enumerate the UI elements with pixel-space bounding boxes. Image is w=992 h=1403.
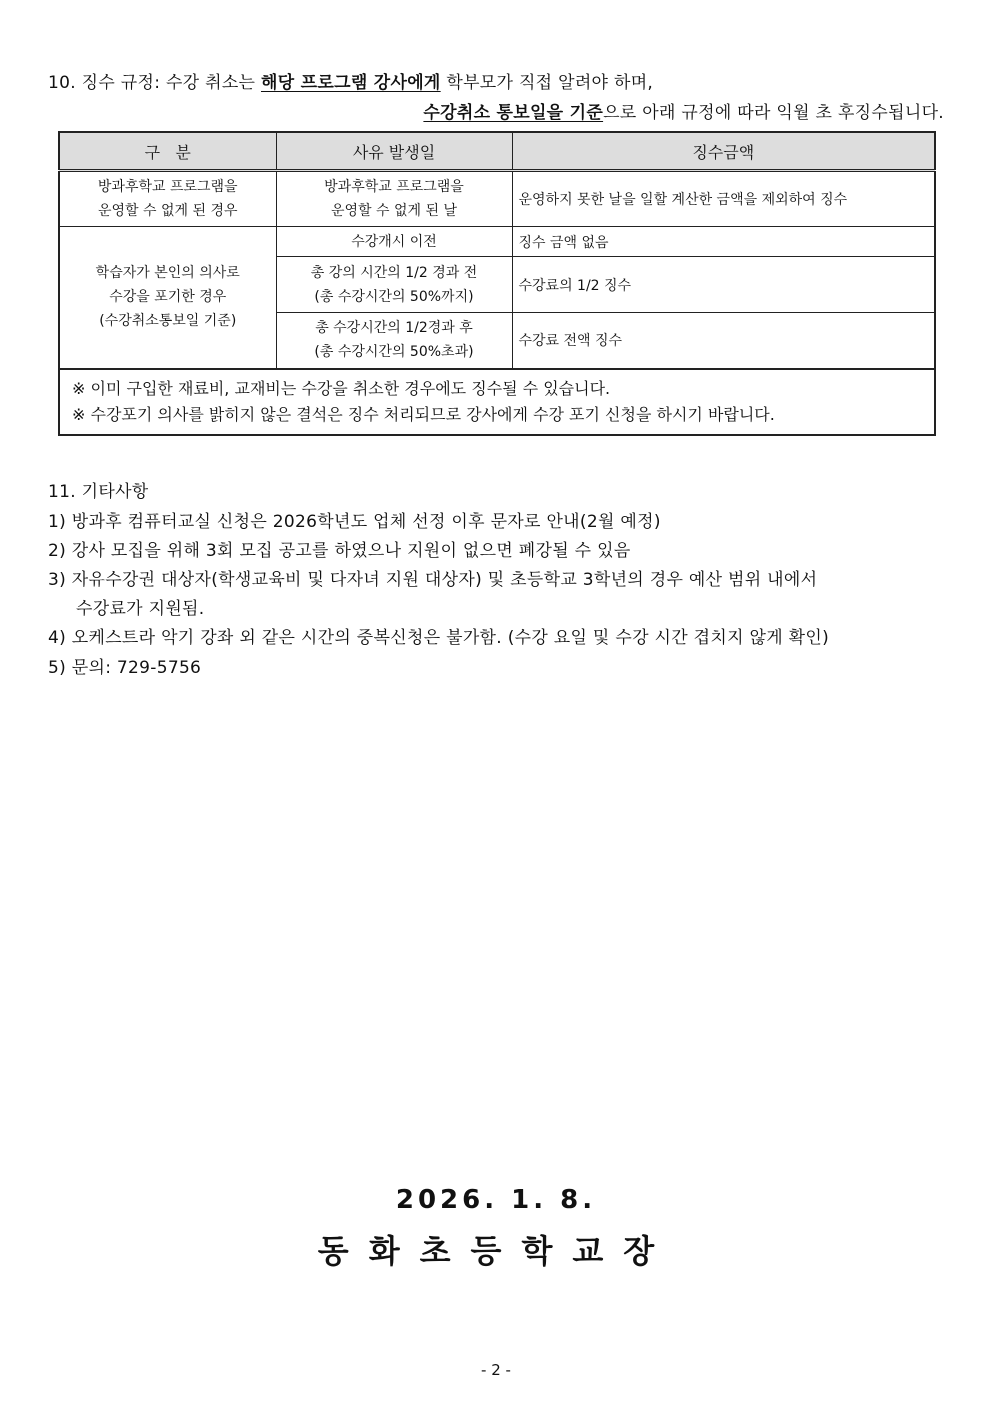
row1-date — [276, 171, 512, 227]
row2-sub3-date-line2: (총 수강시간의 50%초과) — [314, 344, 474, 361]
row1-category — [59, 171, 276, 227]
row2-category — [59, 227, 276, 369]
row1-category-line2: 운영할 수 없게 된 경우 — [97, 203, 238, 219]
issue-date: 2026. 1. 8. — [395, 1185, 597, 1215]
list-item: 1) 방과후 컴퓨터교실 신청은 2026학년도 업체 선정 이후 문자로 안내(2월 예정) — [48, 512, 661, 532]
table-row — [59, 171, 935, 227]
row2-sub2-date — [276, 257, 512, 313]
row2-sub3-date — [276, 313, 512, 369]
row2-category-line3: (수강취소통보일 기준) — [99, 313, 237, 330]
section10-emphasis-date: 수강취소 통보일을 기준 — [423, 103, 604, 123]
row1-amount: 운영하지 못한 날을 일할 계산한 금액을 제외하여 징수 — [512, 171, 935, 227]
fee-collection-table — [58, 131, 936, 436]
header-date: 사유 발생일 — [276, 132, 512, 171]
list-item: 2) 강사 모집을 위해 3회 모집 공고를 하였으나 지원이 없으면 폐강될 수 있음 — [48, 541, 631, 561]
row2-sub2-date-line1: 총 강의 시간의 1/2 경과 전 — [310, 264, 478, 281]
section11-title: 11. 기타사항 — [48, 482, 149, 502]
row2-sub3-amount: 수강료 전액 징수 — [512, 313, 935, 369]
table-header-row — [59, 132, 935, 171]
table-row — [59, 227, 935, 257]
section10-prefix: 10. 징수 규정: 수강 취소는 — [48, 73, 261, 93]
section10-emphasis-instructor: 해당 프로그램 강사에게 — [260, 73, 441, 93]
row2-sub3-date-line1: 총 수강시간의 1/2경과 후 — [315, 320, 473, 337]
row2-sub1-date: 수강개시 이전 — [276, 227, 512, 257]
section10-suffix: 으로 아래 규정에 따라 익월 초 후징수됩니다. — [603, 103, 944, 123]
row2-category-line2: 수강을 포기한 경우 — [109, 289, 227, 306]
row2-sub1-amount: 징수 금액 없음 — [512, 227, 935, 257]
list-item-continuation: 수강료가 지원됨. — [76, 599, 205, 619]
section10-line2 — [423, 98, 944, 123]
list-item: 4) 오케스트라 악기 강좌 외 같은 시간의 중복신청은 불가함. (수강 요일 및 수강 시간 겹치지 않게 확인) — [48, 628, 830, 648]
header-amount: 징수금액 — [512, 132, 935, 171]
principal-signature: 동화초등학교장 — [317, 1232, 675, 1270]
header-category: 구 분 — [59, 132, 276, 171]
list-item: 3) 자유수강권 대상자(학생교육비 및 다자녀 지원 대상자) 및 초등학교 3학년의 경우 예산 범위 내에서 — [48, 570, 818, 590]
table-notes-row — [59, 369, 935, 435]
section10-mid: 학부모가 직접 알려야 하며, — [440, 73, 654, 93]
table-notes — [59, 369, 935, 435]
row2-sub2-amount: 수강료의 1/2 징수 — [512, 257, 935, 313]
section10-line1 — [48, 68, 653, 93]
row2-category-line1: 학습자가 본인의 의사로 — [95, 265, 240, 282]
note-item: ※ 수강포기 의사를 밝히지 않은 결석은 징수 처리되므로 강사에게 수강 포기 신청을 하시기 바랍니다. — [72, 404, 775, 424]
page-number: - 2 - — [481, 1361, 511, 1379]
note-item: ※ 이미 구입한 재료비, 교재비는 수강을 취소한 경우에도 징수될 수 있습니다. — [72, 378, 611, 398]
list-item: 5) 문의: 729-5756 — [48, 658, 202, 678]
row1-date-line2: 운영할 수 없게 된 날 — [331, 203, 457, 219]
row1-date-line1: 방과후학교 프로그램을 — [324, 179, 464, 195]
row2-sub2-date-line2: (총 수강시간의 50%까지) — [314, 288, 474, 305]
row1-category-line1: 방과후학교 프로그램을 — [97, 179, 238, 195]
